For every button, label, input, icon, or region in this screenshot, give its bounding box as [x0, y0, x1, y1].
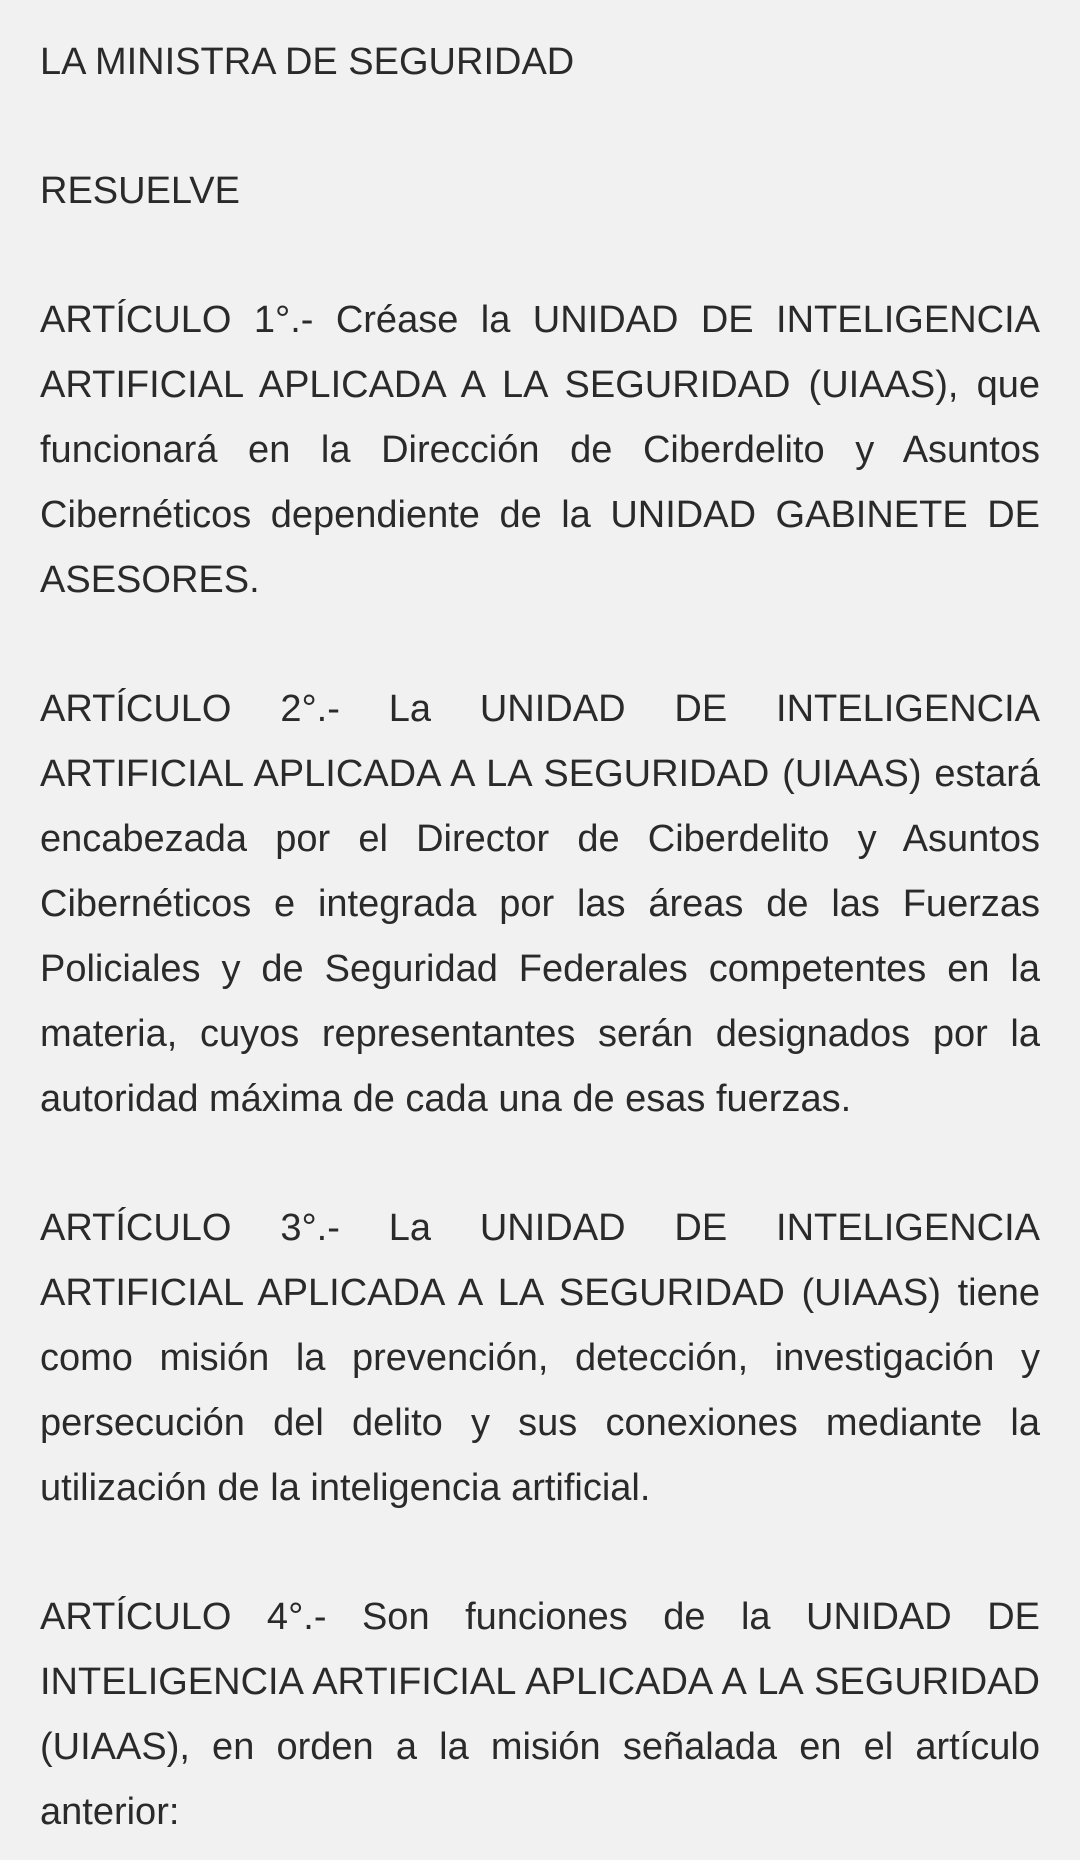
- article-2-text: ARTÍCULO 2°.- La UNIDAD DE INTELIGENCIA ARTIFICIAL APLICADA A LA SEGURIDAD (UIAAS) estará encabezada por el Director de Ciberdelito y Asuntos Cibernéticos e integrada por las áreas de las Fuerzas Policiales y de Seguridad Federales competentes en la materia, cuyos representantes serán designados por la autoridad máxima de cada una de esas fuerzas.: [40, 688, 1040, 1120]
- authority-heading: LA MINISTRA DE SEGURIDAD: [40, 41, 575, 83]
- article-4-text: ARTÍCULO 4°.- Son funciones de la UNIDAD DE INTELIGENCIA ARTIFICIAL APLICADA A LA SEGURIDAD (UIAAS), en orden a la misión señalada en el artículo anterior:: [40, 1596, 1040, 1833]
- article-1-text: ARTÍCULO 1°.- Créase la UNIDAD DE INTELIGENCIA ARTIFICIAL APLICADA A LA SEGURIDAD (UIAAS), que funcionará en la Dirección de Ciberdelito y Asuntos Cibernéticos dependiente de la UNIDAD GABINETE DE ASESORES.: [40, 299, 1040, 601]
- resolution-heading: RESUELVE: [40, 170, 240, 212]
- article-1: [40, 288, 1040, 613]
- article-3: [40, 1196, 1040, 1521]
- article-4: [40, 1585, 1040, 1845]
- article-3-text: ARTÍCULO 3°.- La UNIDAD DE INTELIGENCIA ARTIFICIAL APLICADA A LA SEGURIDAD (UIAAS) tiene como misión la prevención, detección, investigación y persecución del delito y sus conexiones mediante la utilización de la inteligencia artificial.: [40, 1207, 1040, 1509]
- article-2: [40, 677, 1040, 1132]
